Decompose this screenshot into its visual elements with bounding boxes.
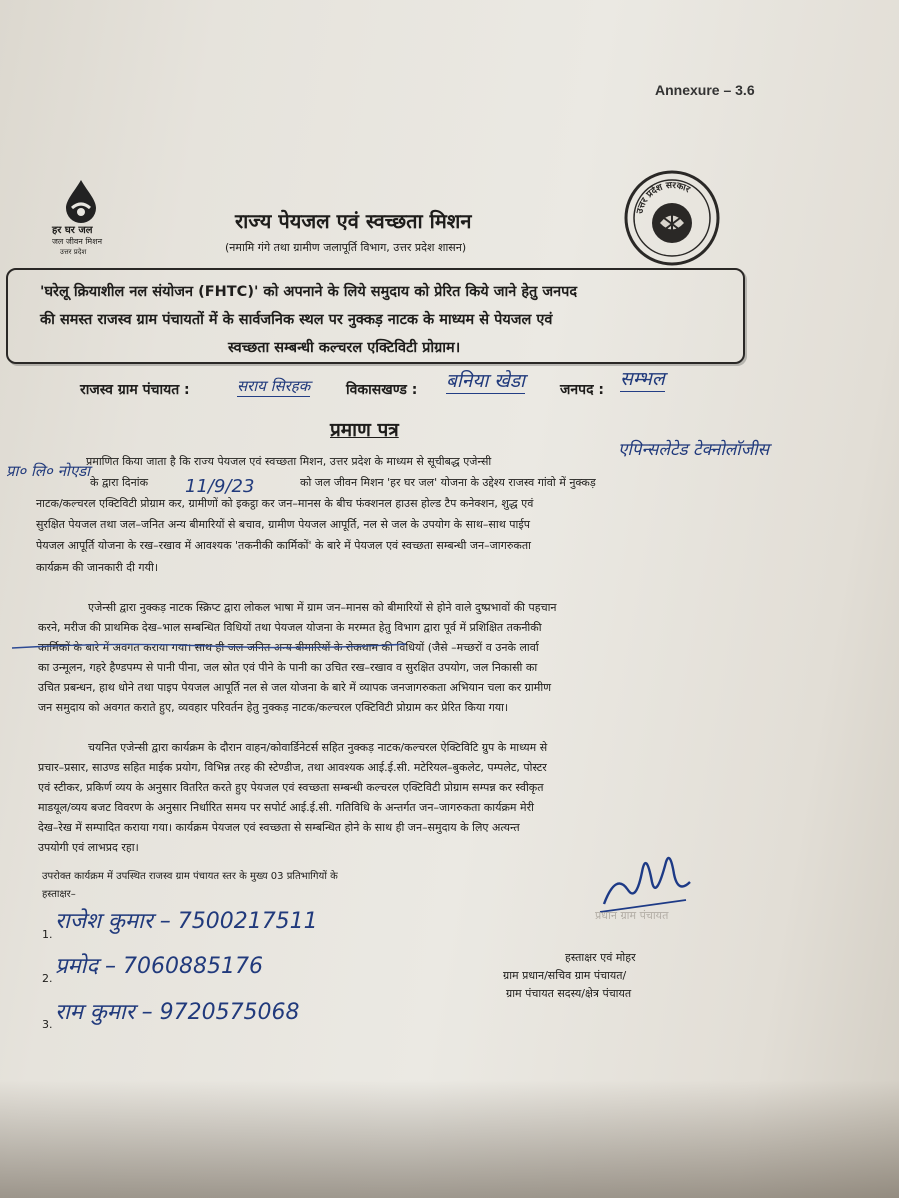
- para2-line3: कार्मिकों के बारे में अवगत कराया गया। साथ ही जल जनित अन्य बीमारियों के रोकथाम की विधियों (जैसे –मच्छरों व उनके लार्वा: [38, 641, 539, 654]
- para3-line6: उपयोगी एवं लाभप्रद रहा।: [38, 841, 139, 854]
- para3-line5: देख–रेख में सम्पादित कराया गया। कार्यक्रम पेयजल एवं स्वच्छता से सम्बन्धित होने के साथ ही जन–समुदाय के लिए अत्यन्त: [38, 821, 520, 834]
- certificate-title: प्रमाण पत्र: [330, 419, 399, 441]
- logo-text-3: उत्तर प्रदेश: [60, 248, 87, 256]
- mission-subtitle: (नमामि गंगे तथा ग्रामीण जलापूर्ति विभाग, उत्तर प्रदेश शासन): [225, 241, 467, 254]
- pen-scribble-mark: [10, 636, 410, 660]
- para2-line5: उचित प्रबन्धन, हाथ धोने तथा पाइप पेयजल आपूर्ति नल से जल योजना के बारे में व्यापक जनजागरुकता अभियान चला कर ग्रामीण: [38, 681, 552, 694]
- para1-line3: नाटक/कल्चरल एक्टिविटी प्रोग्राम कर, ग्रामीणों को इकट्ठा कर जन–मानस के बीच फंक्शनल हाउस होल्ड टैप कनेक्शन, शुद्ध एवं: [36, 497, 534, 510]
- para2-line2: करने, मरीज की प्राथमिक देख–भाल सम्बन्धित विधियों तथा पेयजल योजना के मरम्मत हेतु विभाग द्वारा पूर्व में प्रशिक्षित तकनीकी: [38, 621, 542, 634]
- para2-line6: जन समुदाय को अवगत कराते हुए, व्यवहार परिवर्तन हेतु नुक्कड़ नाटक/कल्चरल एक्टिविटी प्रोग्राम कर प्रेरित किया गया।: [38, 701, 509, 714]
- attendee-2: प्रमोद – 7060885176: [55, 954, 264, 979]
- para1-line5: पेयजल आपूर्ति योजना के रख–रखाव में आवश्यक 'तकनीकी कार्मिकों' के बारे में पेयजल एवं स्वच्छता सम्बन्धी जन–जागरुकता: [36, 539, 531, 552]
- logo-text-2: जल जीवन मिशन: [52, 237, 103, 246]
- program-line-1: 'घरेलू क्रियाशील नल संयोजन (FHTC)' को अपनाने के लिये समुदाय को प्रेरित किये जाने हेतु जनपद: [40, 284, 578, 300]
- gram-panchayat-label: राजस्व ग्राम पंचायत :: [80, 382, 190, 398]
- signature-label: हस्ताक्षर एवं मोहर: [565, 951, 636, 964]
- signature-intro: [42, 868, 338, 904]
- para3-line3: एवं स्टीकर, प्रकिर्ण व्यय के अनुसार वितरित करते हुए पेयजल एवं स्वच्छता सम्बन्धी कल्चरल एक्टिविटी प्रोग्राम सम्पन्न कर स्वीकृत: [38, 781, 544, 794]
- para1-line4: सुरक्षित पेयजल तथा जल–जनित अन्य बीमारियों से बचाव, ग्रामीण पेयजल आपूर्ति, नल से जल के उपयोग के साथ–साथ पाईप: [36, 518, 530, 531]
- agency-name-handwritten: एपिन्सलेटेड टेक्नोलॉजीस: [618, 440, 770, 460]
- program-line-2: की समस्त राजस्व ग्राम पंचायतों में के सार्वजनिक स्थल पर नुक्कड़ नाटक के माध्यम से पेयजल एवं: [40, 312, 553, 328]
- har-ghar-jal-logo: [52, 178, 122, 268]
- para2-line1: एजेन्सी द्वारा नुक्कड़ नाटक स्क्रिप्ट द्वारा लोकल भाषा में ग्राम जन–मानस को बीमारियों से होने वाले दुष्प्रभावों की पहचान: [88, 601, 557, 614]
- para3-line2: प्रचार–प्रसार, साउण्ड सहित माईक प्रयोग, विभिन्न तरह की स्टेण्डीज, तथा आवश्यक आई.ई.सी. मटेरियल–बुकलेट, पम्पलेट, पोस्टर: [38, 761, 547, 774]
- para3-line1: चयनित एजेन्सी द्वारा कार्यक्रम के दौरान वाहन/कोवार्डिनेटर्स सहित नुक्कड़ नाटक/कल्चरल ऐक्टिविटि ग्रुप के माध्यम से: [88, 741, 548, 754]
- attendee-num-1: 1.: [42, 928, 53, 941]
- district-value: सम्भल: [620, 365, 665, 392]
- block-label: विकासखण्ड :: [346, 382, 418, 398]
- date-handwritten: 11/9/23: [185, 476, 255, 497]
- para1-line1: प्रमाणित किया जाता है कि राज्य पेयजल एवं स्वच्छता मिशन, उत्तर प्रदेश के माध्यम से सूचीबद्ध एजेन्सी: [86, 455, 492, 468]
- program-line-3: स्वच्छता सम्बन्धी कल्चरल एक्टिविटी प्रोग्राम।: [228, 340, 461, 356]
- para1-line6: कार्यक्रम की जानकारी दी गयी।: [36, 561, 159, 574]
- faded-stamp-text: प्रधान ग्राम पंचायत: [595, 909, 669, 922]
- annexure-label: Annexure – 3.6: [655, 82, 755, 98]
- para3-line4: माडयूल/व्यय बजट विवरण के अनुसार निर्धारित समय पर सपोर्ट आई.ई.सी. गतिविधि के अन्तर्गत जन–जागरुकता कार्यक्रम मेरी: [38, 801, 534, 814]
- block-value: बनिया खेडा: [446, 367, 525, 394]
- attendee-num-2: 2.: [42, 972, 53, 985]
- attendee-3: राम कुमार – 9720575068: [55, 1000, 300, 1025]
- mission-title: राज्य पेयजल एवं स्वच्छता मिशन: [235, 209, 472, 233]
- attendee-1: राजेश कुमार – 7500217511: [55, 909, 318, 934]
- district-label: जनपद :: [560, 382, 605, 398]
- attendee-num-3: 3.: [42, 1018, 53, 1031]
- signature-intro-line2: हस्ताक्षर–: [42, 889, 76, 900]
- agency-name-handwritten-2: प्रा० लि० नोएडा: [6, 462, 91, 480]
- para1-line2b: को जल जीवन मिशन 'हर घर जल' योजना के उद्देश्य राजस्व गांवो में नुक्कड़: [300, 476, 596, 489]
- logo-text-1: हर घर जल: [52, 225, 93, 236]
- para2-line4: का उन्मूलन, गहरे हैण्डपम्प से पानी पीना, जल स्रोत एवं पीने के पानी का उचित रख–रखाव व सुरक्षित उपयोग, जल निकासी का: [38, 661, 538, 674]
- signatory-role-2: ग्राम पंचायत सदस्य/क्षेत्र पंचायत: [506, 987, 632, 1000]
- signature-intro-line1: उपरोक्त कार्यक्रम में उपस्थित राजस्व ग्राम पंचायत स्तर के मुख्य 03 प्रतिभागियों के: [42, 871, 338, 882]
- photo-shadow: [0, 1080, 899, 1198]
- gram-panchayat-value: सराय सिरहक: [237, 377, 311, 395]
- seal-text: उत्तर प्रदेश सरकार: [635, 180, 692, 215]
- signatory-role-1: ग्राम प्रधान/सचिव ग्राम पंचायत/: [503, 969, 627, 982]
- up-government-seal-icon: [622, 168, 722, 268]
- water-drop-icon: [62, 178, 100, 224]
- para1-line2a: के द्वारा दिनांक: [90, 476, 149, 489]
